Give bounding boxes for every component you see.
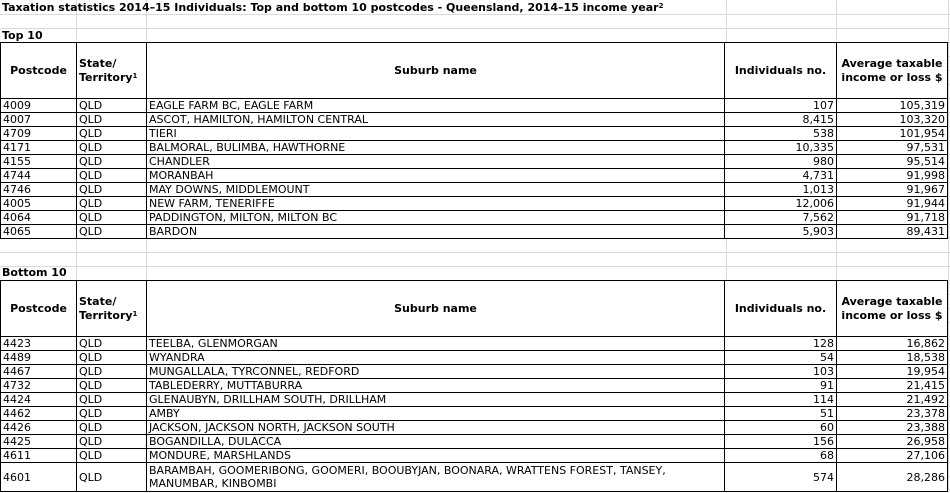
individuals-cell[interactable]: 51 [725, 407, 837, 421]
state-cell[interactable]: QLD [77, 183, 147, 197]
table-row[interactable] [1, 435, 948, 449]
individuals-cell[interactable]: 8,415 [725, 113, 837, 127]
state-cell[interactable]: QLD [77, 449, 147, 463]
gridline [0, 266, 950, 267]
individuals-cell[interactable]: 91 [725, 379, 837, 393]
suburb-cell[interactable]: MORANBAH [147, 169, 725, 183]
postcode-cell[interactable]: 4601 [1, 463, 77, 492]
postcode-cell[interactable]: 4744 [1, 169, 77, 183]
individuals-cell[interactable]: 114 [725, 393, 837, 407]
state-header [77, 281, 147, 337]
table-row[interactable] [1, 155, 948, 169]
income-cell[interactable]: 89,431 [837, 225, 948, 239]
state-cell[interactable]: QLD [77, 337, 147, 351]
individuals-cell[interactable]: 68 [725, 449, 837, 463]
state-cell[interactable]: QLD [77, 141, 147, 155]
suburb-cell[interactable]: GLENAUBYN, DRILLHAM SOUTH, DRILLHAM [147, 393, 725, 407]
income-cell[interactable]: 23,378 [837, 407, 948, 421]
table-row[interactable] [1, 351, 948, 365]
top-10-header-row [1, 43, 948, 99]
suburb-cell[interactable]: AMBY [147, 407, 725, 421]
table-row[interactable] [1, 127, 948, 141]
table-row[interactable] [1, 365, 948, 379]
table-row[interactable] [1, 463, 948, 492]
postcode-cell[interactable]: 4005 [1, 197, 77, 211]
income-cell[interactable]: 18,538 [837, 351, 948, 365]
income-cell[interactable]: 19,954 [837, 365, 948, 379]
individuals-cell[interactable]: 10,335 [725, 141, 837, 155]
postcode-cell[interactable]: 4425 [1, 435, 77, 449]
income-cell[interactable]: 21,415 [837, 379, 948, 393]
postcode-cell[interactable]: 4709 [1, 127, 77, 141]
individuals-cell[interactable]: 7,562 [725, 211, 837, 225]
suburb-cell[interactable]: BARDON [147, 225, 725, 239]
state-cell[interactable]: QLD [77, 225, 147, 239]
suburb-cell[interactable]: MAY DOWNS, MIDDLEMOUNT [147, 183, 725, 197]
state-footnote-marker: 1 [132, 71, 138, 80]
individuals-cell[interactable]: 128 [725, 337, 837, 351]
state-cell[interactable]: QLD [77, 393, 147, 407]
table-row[interactable] [1, 197, 948, 211]
income-cell[interactable]: 105,319 [837, 99, 948, 113]
suburb-cell[interactable]: TIERI [147, 127, 725, 141]
individuals-cell[interactable]: 1,013 [725, 183, 837, 197]
table-row[interactable] [1, 449, 948, 463]
state-cell[interactable]: QLD [77, 99, 147, 113]
suburb-cell[interactable]: WYANDRA [147, 351, 725, 365]
income-cell[interactable]: 91,718 [837, 211, 948, 225]
income-cell[interactable]: 97,531 [837, 141, 948, 155]
income-cell[interactable]: 101,954 [837, 127, 948, 141]
postcode-cell[interactable]: 4155 [1, 155, 77, 169]
income-cell[interactable]: 91,944 [837, 197, 948, 211]
table-row[interactable] [1, 379, 948, 393]
suburb-cell[interactable]: TEELBA, GLENMORGAN [147, 337, 725, 351]
title-text: Taxation statistics 2014–15 Individuals: Top and bottom 10 postcodes - Queensland, 2014–15 income year [2, 1, 659, 14]
bottom-10-table [0, 280, 948, 492]
postcode-cell[interactable]: 4611 [1, 449, 77, 463]
suburb-cell[interactable]: CHANDLER [147, 155, 725, 169]
postcode-cell[interactable]: 4426 [1, 421, 77, 435]
suburb-cell[interactable]: BARAMBAH, GOOMERIBONG, GOOMERI, BOOUBYJAN, BOONARA, WRATTENS FOREST, TANSEY, MANUMBAR, KINBOMBI [147, 463, 725, 492]
individuals-cell[interactable]: 54 [725, 351, 837, 365]
state-cell[interactable]: QLD [77, 435, 147, 449]
top-10-table [0, 42, 948, 239]
bottom-10-header-row [1, 281, 948, 337]
postcode-cell[interactable]: 4424 [1, 393, 77, 407]
income-header: Average taxable income or loss $ [837, 281, 948, 337]
individuals-header: Individuals no. [725, 281, 837, 337]
postcode-cell[interactable]: 4467 [1, 365, 77, 379]
income-cell[interactable]: 91,998 [837, 169, 948, 183]
top-10-body [1, 99, 948, 239]
individuals-cell[interactable]: 60 [725, 421, 837, 435]
postcode-cell[interactable]: 4732 [1, 379, 77, 393]
state-cell[interactable]: QLD [77, 407, 147, 421]
bottom-10-body [1, 337, 948, 492]
table-row[interactable] [1, 99, 948, 113]
sheet-title [2, 1, 663, 15]
suburb-cell[interactable]: EAGLE FARM BC, EAGLE FARM [147, 99, 725, 113]
state-header-label: State/ Territory [79, 56, 133, 84]
income-cell[interactable]: 16,862 [837, 337, 948, 351]
individuals-cell[interactable]: 4,731 [725, 169, 837, 183]
income-cell[interactable]: 95,514 [837, 155, 948, 169]
postcode-cell[interactable]: 4007 [1, 113, 77, 127]
individuals-cell[interactable]: 107 [725, 99, 837, 113]
gridline [0, 252, 950, 253]
suburb-cell[interactable]: MUNGALLALA, TYRCONNEL, REDFORD [147, 365, 725, 379]
individuals-header: Individuals no. [725, 43, 837, 99]
postcode-cell[interactable]: 4489 [1, 351, 77, 365]
state-cell[interactable]: QLD [77, 127, 147, 141]
state-cell[interactable]: QLD [77, 379, 147, 393]
postcode-cell[interactable]: 4462 [1, 407, 77, 421]
income-cell[interactable]: 103,320 [837, 113, 948, 127]
individuals-cell[interactable]: 538 [725, 127, 837, 141]
postcode-cell[interactable]: 4064 [1, 211, 77, 225]
table-row[interactable] [1, 211, 948, 225]
suburb-cell[interactable]: BOGANDILLA, DULACCA [147, 435, 725, 449]
table-row[interactable] [1, 183, 948, 197]
state-cell[interactable]: QLD [77, 463, 147, 492]
state-header [77, 43, 147, 99]
income-cell[interactable]: 23,388 [837, 421, 948, 435]
top-10-label: Top 10 [2, 29, 43, 42]
table-row[interactable] [1, 141, 948, 155]
state-cell[interactable]: QLD [77, 169, 147, 183]
postcode-header: Postcode [1, 281, 77, 337]
state-cell[interactable]: QLD [77, 155, 147, 169]
title-footnote-marker: 2 [658, 2, 664, 10]
income-header: Average taxable income or loss $ [837, 43, 948, 99]
postcode-header: Postcode [1, 43, 77, 99]
state-cell[interactable]: QLD [77, 351, 147, 365]
individuals-cell[interactable]: 103 [725, 365, 837, 379]
table-row[interactable] [1, 113, 948, 127]
income-cell[interactable]: 27,106 [837, 449, 948, 463]
table-row[interactable] [1, 225, 948, 239]
state-cell[interactable]: QLD [77, 211, 147, 225]
individuals-cell[interactable]: 12,006 [725, 197, 837, 211]
state-footnote-marker: 1 [132, 309, 138, 318]
postcode-cell[interactable]: 4423 [1, 337, 77, 351]
state-cell[interactable]: QLD [77, 197, 147, 211]
postcode-cell[interactable]: 4746 [1, 183, 77, 197]
suburb-cell[interactable]: TABLEDERRY, MUTTABURRA [147, 379, 725, 393]
table-row[interactable] [1, 393, 948, 407]
suburb-cell[interactable]: MONDURE, MARSHLANDS [147, 449, 725, 463]
postcode-cell[interactable]: 4171 [1, 141, 77, 155]
suburb-cell[interactable]: NEW FARM, TENERIFFE [147, 197, 725, 211]
state-header-label: State/ Territory [79, 294, 133, 322]
table-row[interactable] [1, 421, 948, 435]
suburb-cell[interactable]: BALMORAL, BULIMBA, HAWTHORNE [147, 141, 725, 155]
table-row[interactable] [1, 337, 948, 351]
postcode-cell[interactable]: 4065 [1, 225, 77, 239]
table-row[interactable] [1, 169, 948, 183]
suburb-header: Suburb name [147, 281, 725, 337]
individuals-cell[interactable]: 574 [725, 463, 837, 492]
suburb-cell[interactable]: JACKSON, JACKSON NORTH, JACKSON SOUTH [147, 421, 725, 435]
gridline [0, 28, 950, 29]
state-cell[interactable]: QLD [77, 113, 147, 127]
individuals-cell[interactable]: 5,903 [725, 225, 837, 239]
suburb-cell[interactable]: ASCOT, HAMILTON, HAMILTON CENTRAL [147, 113, 725, 127]
individuals-cell[interactable]: 156 [725, 435, 837, 449]
income-cell[interactable]: 28,286 [837, 463, 948, 492]
income-cell[interactable]: 91,967 [837, 183, 948, 197]
bottom-10-label: Bottom 10 [2, 266, 67, 279]
gridline [948, 0, 949, 493]
income-cell[interactable]: 26,958 [837, 435, 948, 449]
individuals-cell[interactable]: 980 [725, 155, 837, 169]
income-cell[interactable]: 21,492 [837, 393, 948, 407]
postcode-cell[interactable]: 4009 [1, 99, 77, 113]
table-row[interactable] [1, 407, 948, 421]
state-cell[interactable]: QLD [77, 421, 147, 435]
suburb-cell[interactable]: PADDINGTON, MILTON, MILTON BC [147, 211, 725, 225]
state-cell[interactable]: QLD [77, 365, 147, 379]
suburb-header: Suburb name [147, 43, 725, 99]
